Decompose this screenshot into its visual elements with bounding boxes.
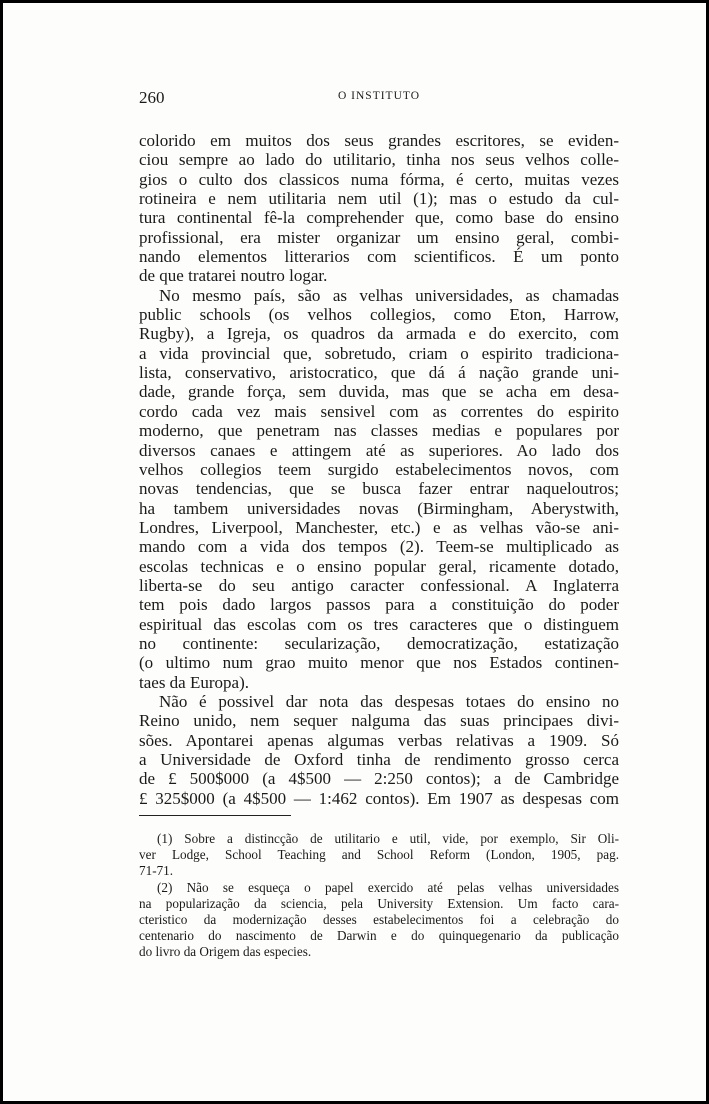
body-line: taes da Europa).: [139, 672, 249, 692]
page-number: 260: [139, 88, 165, 107]
body-line: gios o culto dos classicos numa fórma, é certo, muitas vezes: [139, 169, 619, 189]
running-title: O INSTITUTO: [337, 90, 421, 102]
body-line: velhos collegios teem surgido estabelecimentos novos, com: [139, 459, 619, 479]
body-line: £ 325$000 (a 4$500 — 1:462 contos). Em 1907 as despesas com: [139, 788, 619, 808]
body-line: No mesmo país, são as velhas universidades, as chamadas: [159, 285, 619, 305]
body-line: nando elementos litterarios com scientificos. É um ponto: [139, 247, 619, 267]
body-line: tem pois dado largos passos para a constituição do poder: [139, 595, 619, 615]
body-line: a vida provincial que, sobretudo, criam o espirito tradiciona-: [139, 343, 619, 363]
footnote-line: do livro da Origem das especies.: [139, 944, 312, 960]
footnote-line: cteristico da modernização desses estabelecimentos foi a celebração do: [139, 911, 619, 927]
body-line: diversos canaes e attingem até as superiores. Ao lado dos: [139, 440, 619, 460]
body-line: moderno, que penetram nas classes medias e populares por: [139, 421, 619, 441]
body-line: mando com a vida dos tempos (2). Teem-se multiplicado as: [139, 537, 619, 557]
body-line: sões. Apontarei apenas algumas verbas relativas a 1909. Só: [139, 730, 619, 750]
body-line: Reino unido, nem sequer nalguma das suas principaes divi-: [139, 711, 619, 731]
body-line: tura continental fê-la comprehender que, como base do ensino: [139, 208, 619, 228]
body-line: Não é possivel dar nota das despesas totaes do ensino no: [159, 691, 619, 711]
body-line: escolas technicas e o ensino popular geral, ricamente dotado,: [139, 556, 619, 576]
body-line: liberta-se do seu antigo caracter confessional. A Inglaterra: [139, 575, 619, 595]
footnote-line: (1) Sobre a distincção de utilitario e util, vide, por exemplo, Sir Oli-: [157, 831, 619, 846]
body-line: ha tambem universidades novas (Birmingham, Aberystwith,: [139, 498, 619, 518]
body-line: rotineira e nem utilitaria nem util (1); mas o estudo da cul-: [139, 189, 619, 209]
footnote-line: (2) Não se esqueça o papel exercido até pelas velhas universidades: [157, 879, 619, 895]
footnote-line: centenario do nascimento de Darwin e do quinquegenario da publicação: [139, 928, 619, 944]
body-line: de que tratarei noutro logar.: [139, 266, 328, 286]
footnote-divider: [139, 815, 291, 816]
body-line: no continente: secularização, democratização, estatização: [139, 633, 619, 653]
body-line: dade, grande força, sem duvida, mas que se acha em desa-: [139, 382, 619, 402]
body-line: espiritual das escolas com os tres caracteres que o distinguem: [139, 614, 619, 634]
footnotes: [139, 831, 619, 961]
body-line: colorido em muitos dos seus grandes escritores, se eviden-: [139, 131, 619, 150]
footnote-line: ver Lodge, School Teaching and School Reform (London, 1905, pag.: [139, 847, 619, 863]
body-line: Londres, Liverpool, Manchester, etc.) e as velhas vão-se ani-: [139, 517, 619, 537]
body-line: cordo cada vez mais sensivel com as correntes do espirito: [139, 401, 619, 421]
body-line: de £ 500$000 (a 4$500 — 2:250 contos); a de Cambridge: [139, 769, 619, 789]
body-line: ciou sempre ao lado do utilitario, tinha nos seus velhos colle-: [139, 150, 619, 170]
body-line: (o ultimo num grao muito menor que nos Estados continen-: [139, 653, 619, 673]
body-line: novas tendencias, que se busca fazer entrar naqueloutros;: [139, 479, 619, 499]
page-header: [139, 88, 619, 110]
body-line: public schools (os velhos collegios, como Eton, Harrow,: [139, 305, 619, 325]
footnote-line: 71-71.: [139, 863, 174, 879]
body-line: lista, conservativo, aristocratico, que dá á nação grande uni-: [139, 363, 619, 383]
body-text: [139, 131, 619, 808]
body-line: Rugby), a Igreja, os quadros da armada e do exercito, com: [139, 324, 619, 344]
body-line: profissional, era mister organizar um ensino geral, combi-: [139, 227, 619, 247]
footnote-line: na popularização da sciencia, pela University Extension. Um facto cara-: [139, 895, 619, 911]
body-line: a Universidade de Oxford tinha de rendimento grosso cerca: [139, 750, 619, 769]
